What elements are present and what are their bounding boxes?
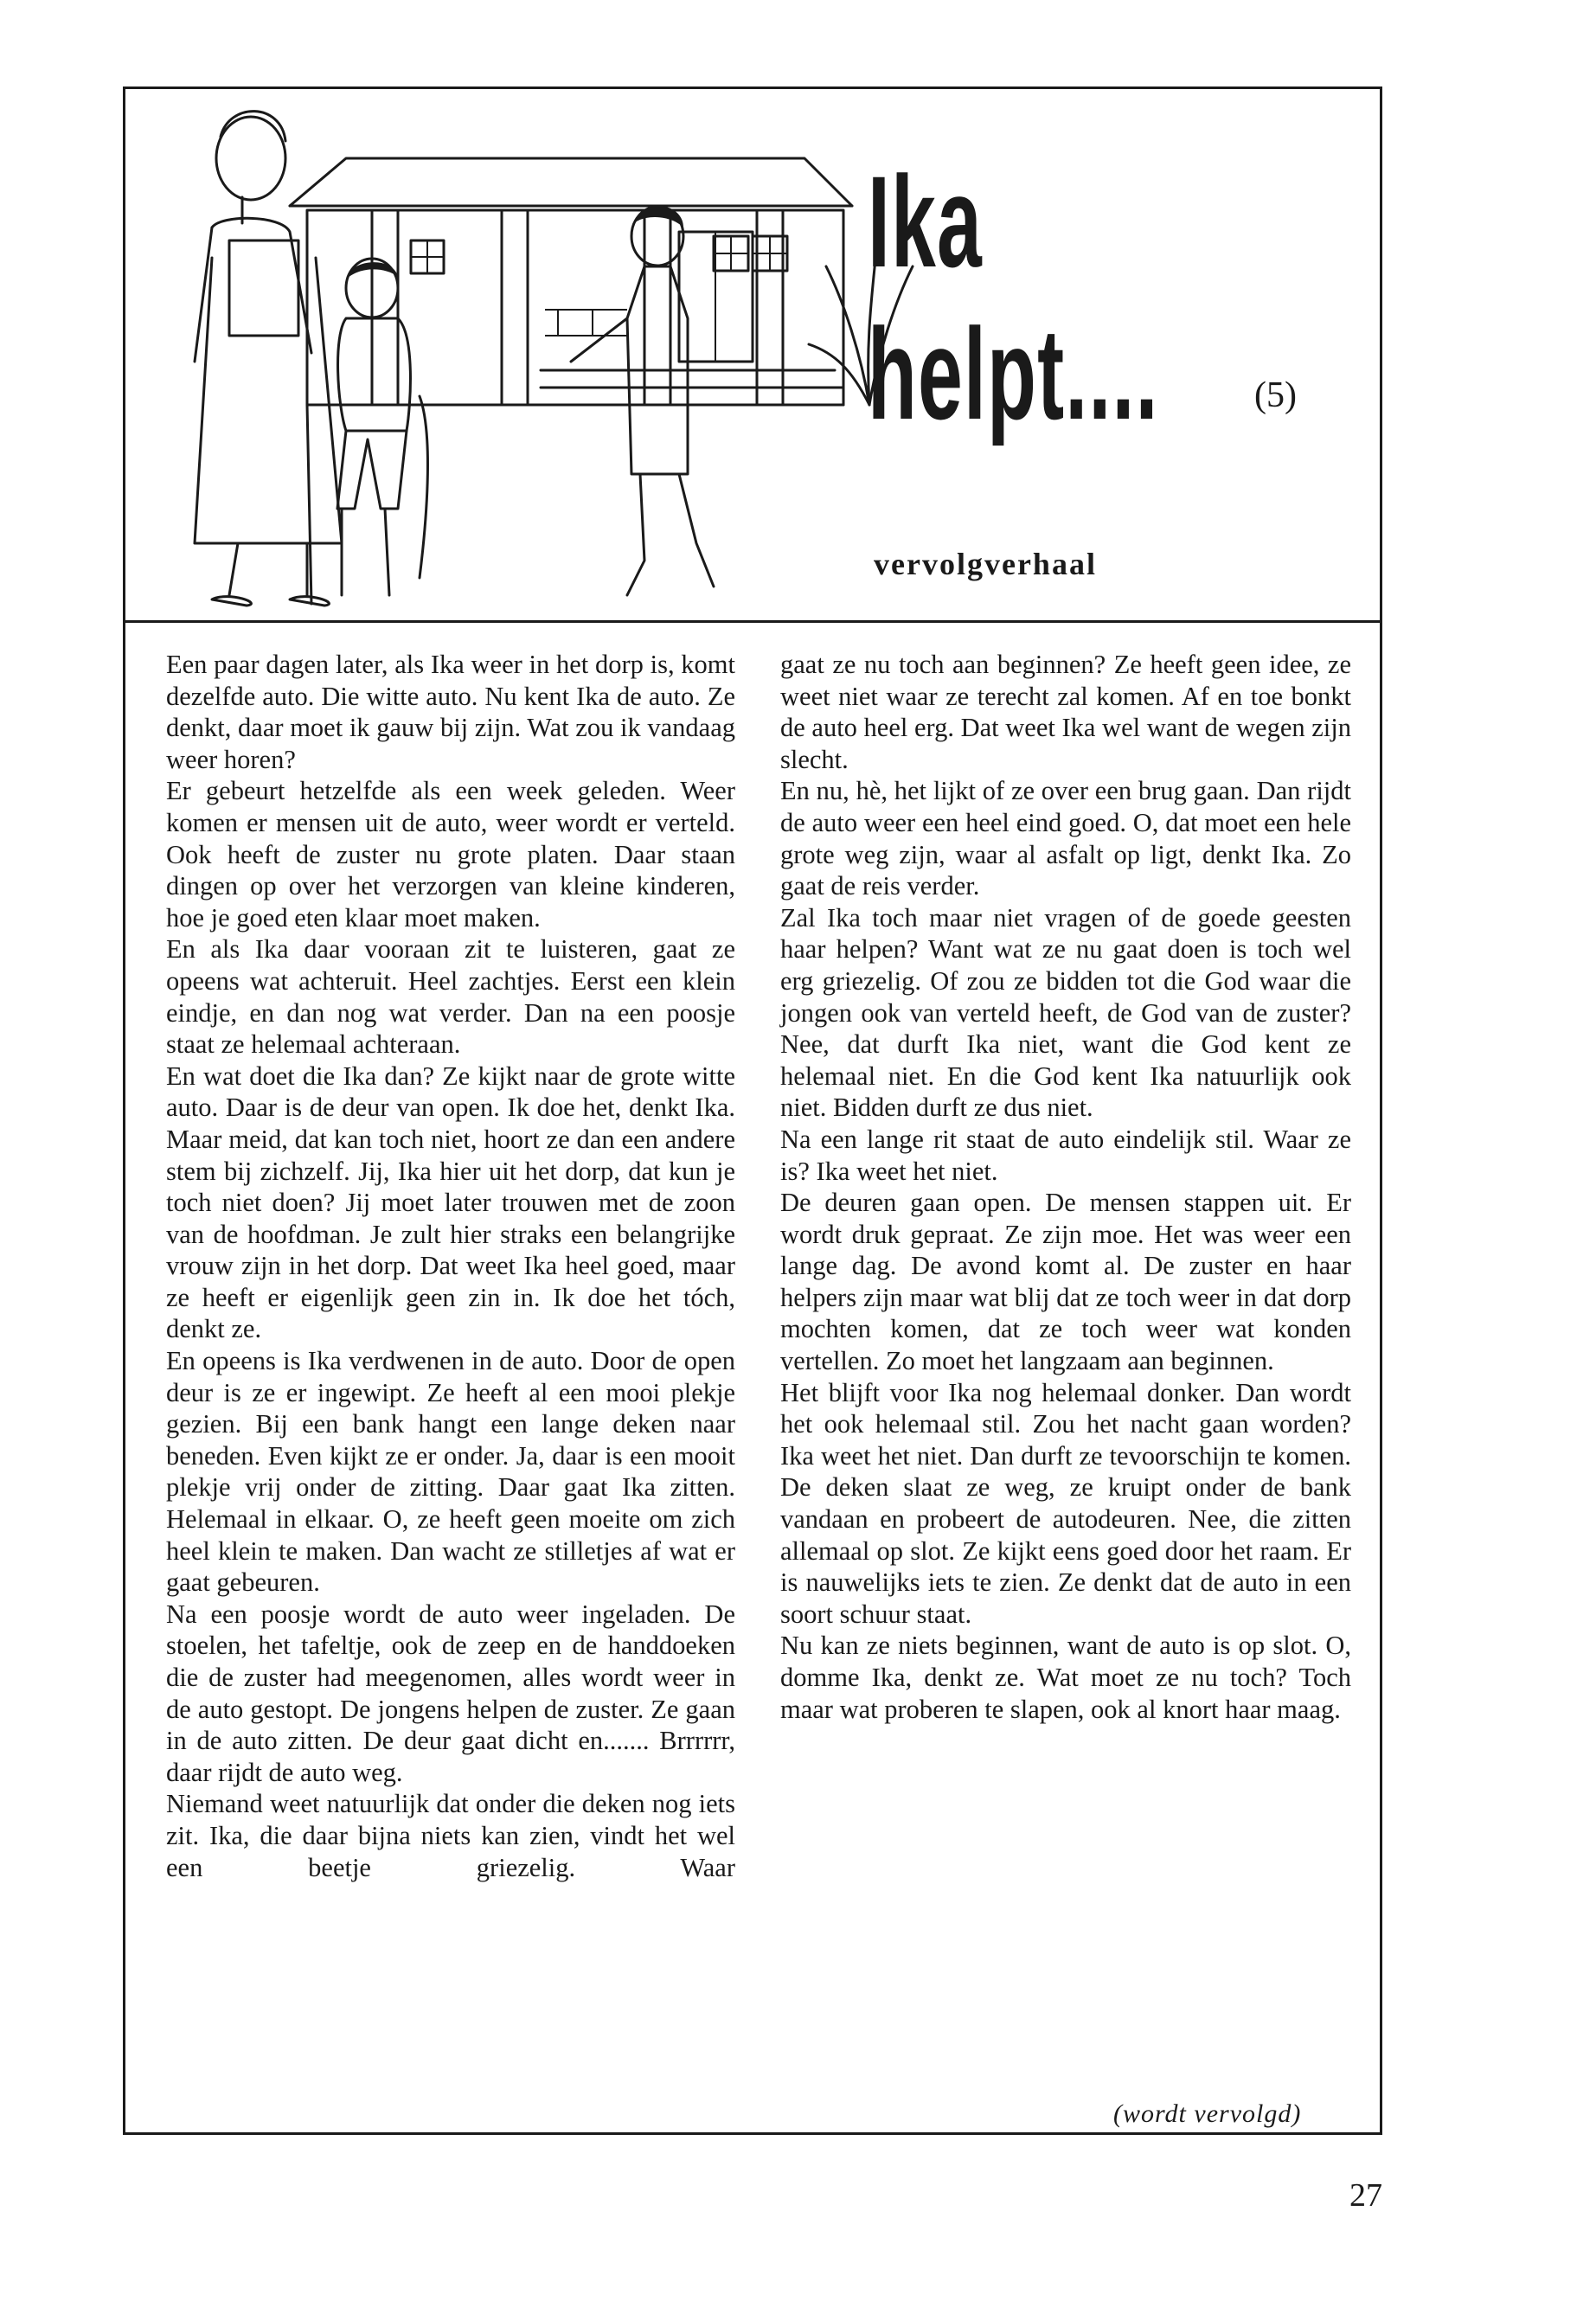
title-line-1: Ika (868, 149, 984, 294)
article-frame (123, 87, 1382, 2135)
episode-number: (5) (1254, 375, 1297, 415)
page-number: 27 (1349, 2177, 1382, 2214)
to-be-continued-note: (wordt vervolgd) (1113, 2099, 1302, 2128)
paragraph: Zal Ika toch maar niet vragen of de goede geesten haar helpen? Want wat ze nu gaat doen is toch wel erg griezelig. Of zou ze bidden tot die God waar die jongen ook van verteld heeft, de God van de zuster? Nee, dat durft Ika niet, want die God kent ze helemaal niet. En die God kent Ika natuurlijk ook niet. Bidden durft ze dus niet. (780, 902, 1351, 1123)
paragraph: Na een poosje wordt de auto weer ingeladen. De stoelen, het tafeltje, ook de zeep en de handdoeken die de zuster had meegenomen, alles wordt weer in de auto gestopt. De jongens helpen de zuster. Ze gaan in de auto zitten. De deur gaat dicht en....... Brrrrrr, daar rijdt de auto weg. (166, 1599, 735, 1787)
paragraph: Niemand weet natuurlijk dat onder die deken nog iets zit. Ika, die daar bijna niets kan zien, vindt het wel een beetje griezelig. Waar (166, 1789, 735, 1882)
right-column (780, 649, 1351, 1725)
article-title (868, 145, 1189, 450)
paragraph: Nu kan ze niets beginnen, want de auto is op slot. O, domme Ika, denkt ze. Wat moet ze nu toch? Toch maar wat proberen te slapen, ook al knort haar maag. (780, 1631, 1351, 1724)
article-header (125, 89, 1380, 623)
article-subtitle: vervolgverhaal (874, 547, 1097, 581)
left-column (166, 649, 735, 1883)
paragraph: gaat ze nu toch aan beginnen? Ze heeft geen idee, ze weet niet waar ze terecht zal komen. Af en toe bonkt de auto heel erg. Dat weet Ika wel want de wegen zijn slecht. (780, 650, 1351, 774)
paragraph: Een paar dagen later, als Ika weer in het dorp is, komt dezelfde auto. Die witte auto. Nu kent Ika de auto. Ze denkt, daar moet ik gauw bij zijn. Wat zou ik vandaag weer horen? (166, 650, 735, 774)
title-line-2: helpt.... (868, 301, 1159, 446)
paragraph: En opeens is Ika verdwenen in de auto. Door de open deur is ze er ingewipt. Ze heeft al een mooi plekje gezien. Bij een bank hangt een lange deken naar beneden. Even kijkt ze er onder. Ja, daar is een mooit plekje vrij onder de zitting. Daar gaat Ika zitten. Helemaal in elkaar. O, ze heeft geen moeite om zich heel klein te maken. Dan wacht ze stilletjes af wat er gaat gebeuren. (166, 1346, 735, 1598)
paragraph: En nu, hè, het lijkt of ze over een brug gaan. Dan rijdt de auto weer een heel eind goed. O, dat moet een hele grote weg zijn, waar al asfalt op ligt, denkt Ika. Zo gaat de reis verder. (780, 776, 1351, 901)
paragraph: Er gebeurt hetzelfde als een week geleden. Weer komen er mensen uit de auto, weer wordt er verteld. Ook heeft de zuster nu grote platen. Daar staan dingen op over het verzorgen van kleine kinderen, hoe je goed eten klaar moet maken. (166, 776, 735, 933)
paragraph: En wat doet die Ika dan? Ze kijkt naar de grote witte auto. Daar is de deur van open. Ik doe het, denkt Ika. Maar meid, dat kan toch niet, hoort ze dan een andere stem bij zichzelf. Jij, Ika hier uit het dorp, dat kun je toch niet doen? Jij moet later trouwen met de zoon van de hoofdman. Je zult hier straks een belangrijke vrouw zijn in het dorp. Dat weet Ika heel goed, maar ze heeft er eigenlijk geen zin in. Ik doe het tóch, denkt ze. (166, 1061, 735, 1344)
paragraph: Na een lange rit staat de auto eindelijk stil. Waar ze is? Ika weet het niet. (780, 1124, 1351, 1186)
paragraph: De deuren gaan open. De mensen stappen uit. Er wordt druk gepraat. Ze zijn moe. Het was weer een lange dag. De avond komt al. De zuster en haar helpers zijn maar wat blij dat ze toch weer in dat dorp mochten komen, dat ze toch weer wat konden vertellen. Zo moet het langzaam aan beginnen. (780, 1188, 1351, 1376)
woman-boy-girl-house-drawing (160, 93, 921, 612)
paragraph: En als Ika daar vooraan zit te luisteren, gaat ze opeens wat achteruit. Heel zachtjes. Eerst een klein eindje, en dan nog wat verder. Dan na een poosje staat ze helemaal achteraan. (166, 934, 735, 1060)
paragraph: Het blijft voor Ika nog helemaal donker. Dan wordt het ook helemaal stil. Zou het nacht gaan worden? Ika weet het niet. Dan durft ze tevoorschijn te komen. De deken slaat ze weg, ze kruipt onder de bank vandaan en probeert de autodeuren. Nee, die zitten allemaal op slot. Ze kijkt eens goed door het raam. Er is nauwelijks iets te zien. Ze denkt dat de auto in een soort schuur staat. (780, 1377, 1351, 1629)
